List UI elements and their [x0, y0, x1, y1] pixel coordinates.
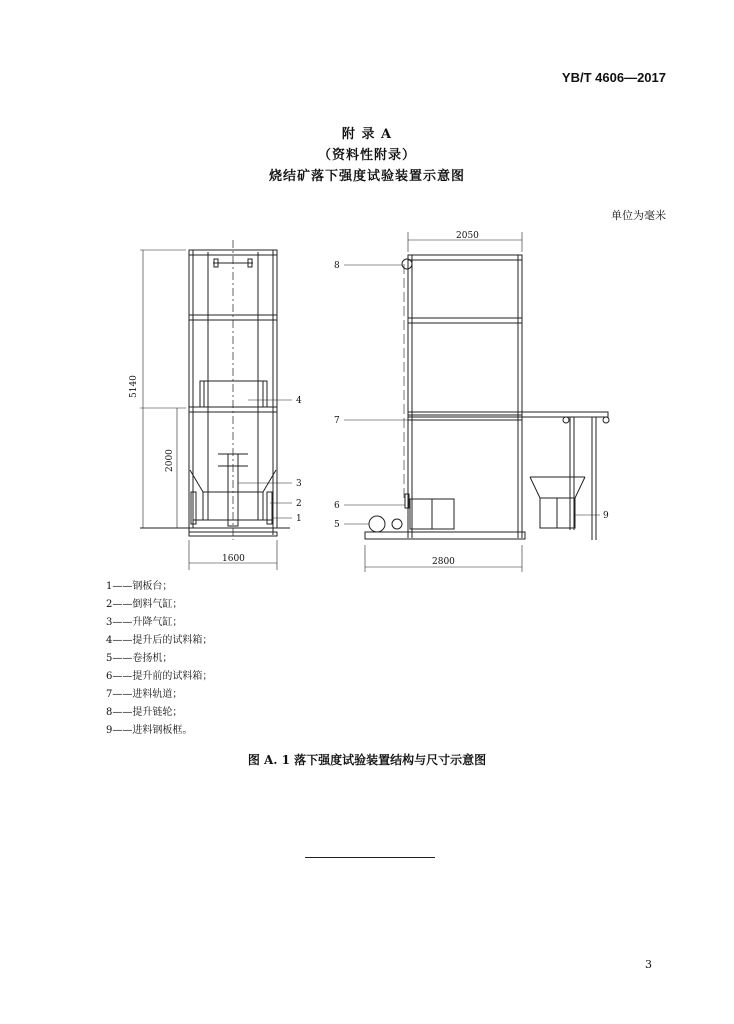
appendix-nature: （资料性附录）	[317, 148, 416, 163]
callout-7: 7	[334, 416, 340, 426]
callout-1: 1	[296, 514, 302, 524]
dim-lower-height: 2000	[165, 449, 175, 472]
legend-item: 2——倒料气缸；	[106, 599, 183, 610]
legend-item: 7——进料轨道；	[106, 689, 183, 700]
legend-item: 6——提升前的试料箱；	[106, 671, 213, 682]
legend-item: 4——提升后的试料箱；	[106, 635, 213, 646]
apparatus-diagram	[0, 230, 734, 575]
callout-5: 5	[334, 520, 340, 530]
appendix-label: 附 录 A	[341, 127, 393, 142]
callout-4: 4	[296, 396, 302, 406]
dim-top-width: 2050	[456, 231, 479, 241]
callout-8: 8	[334, 261, 340, 271]
legend-item: 1——钢板台；	[106, 581, 173, 592]
legend-item: 9——进料钢板框。	[106, 725, 193, 736]
side-view	[344, 232, 609, 572]
callout-2: 2	[296, 499, 302, 509]
callout-9: 9	[603, 511, 609, 521]
dim-total-height: 5140	[129, 375, 139, 398]
front-view	[140, 240, 292, 570]
legend-item: 8——提升链轮；	[106, 707, 183, 718]
page-number: 3	[645, 958, 652, 971]
end-divider	[305, 857, 435, 858]
appendix-title: 烧结矿落下强度试验装置示意图	[268, 169, 465, 184]
standard-code: YB/T 4606—2017	[561, 70, 666, 85]
legend-item: 3——升降气缸；	[106, 617, 183, 628]
callout-3: 3	[296, 479, 302, 489]
callout-6: 6	[334, 501, 340, 511]
appendix-title-block	[0, 124, 734, 187]
dim-base-length: 2800	[432, 557, 455, 567]
figure-caption: 图 A. 1 落下强度试验装置结构与尺寸示意图	[247, 753, 487, 767]
dim-front-width: 1600	[222, 554, 245, 564]
legend-list	[106, 578, 212, 740]
unit-note: 单位为毫米	[611, 209, 666, 222]
legend-item: 5——卷扬机；	[106, 653, 173, 664]
